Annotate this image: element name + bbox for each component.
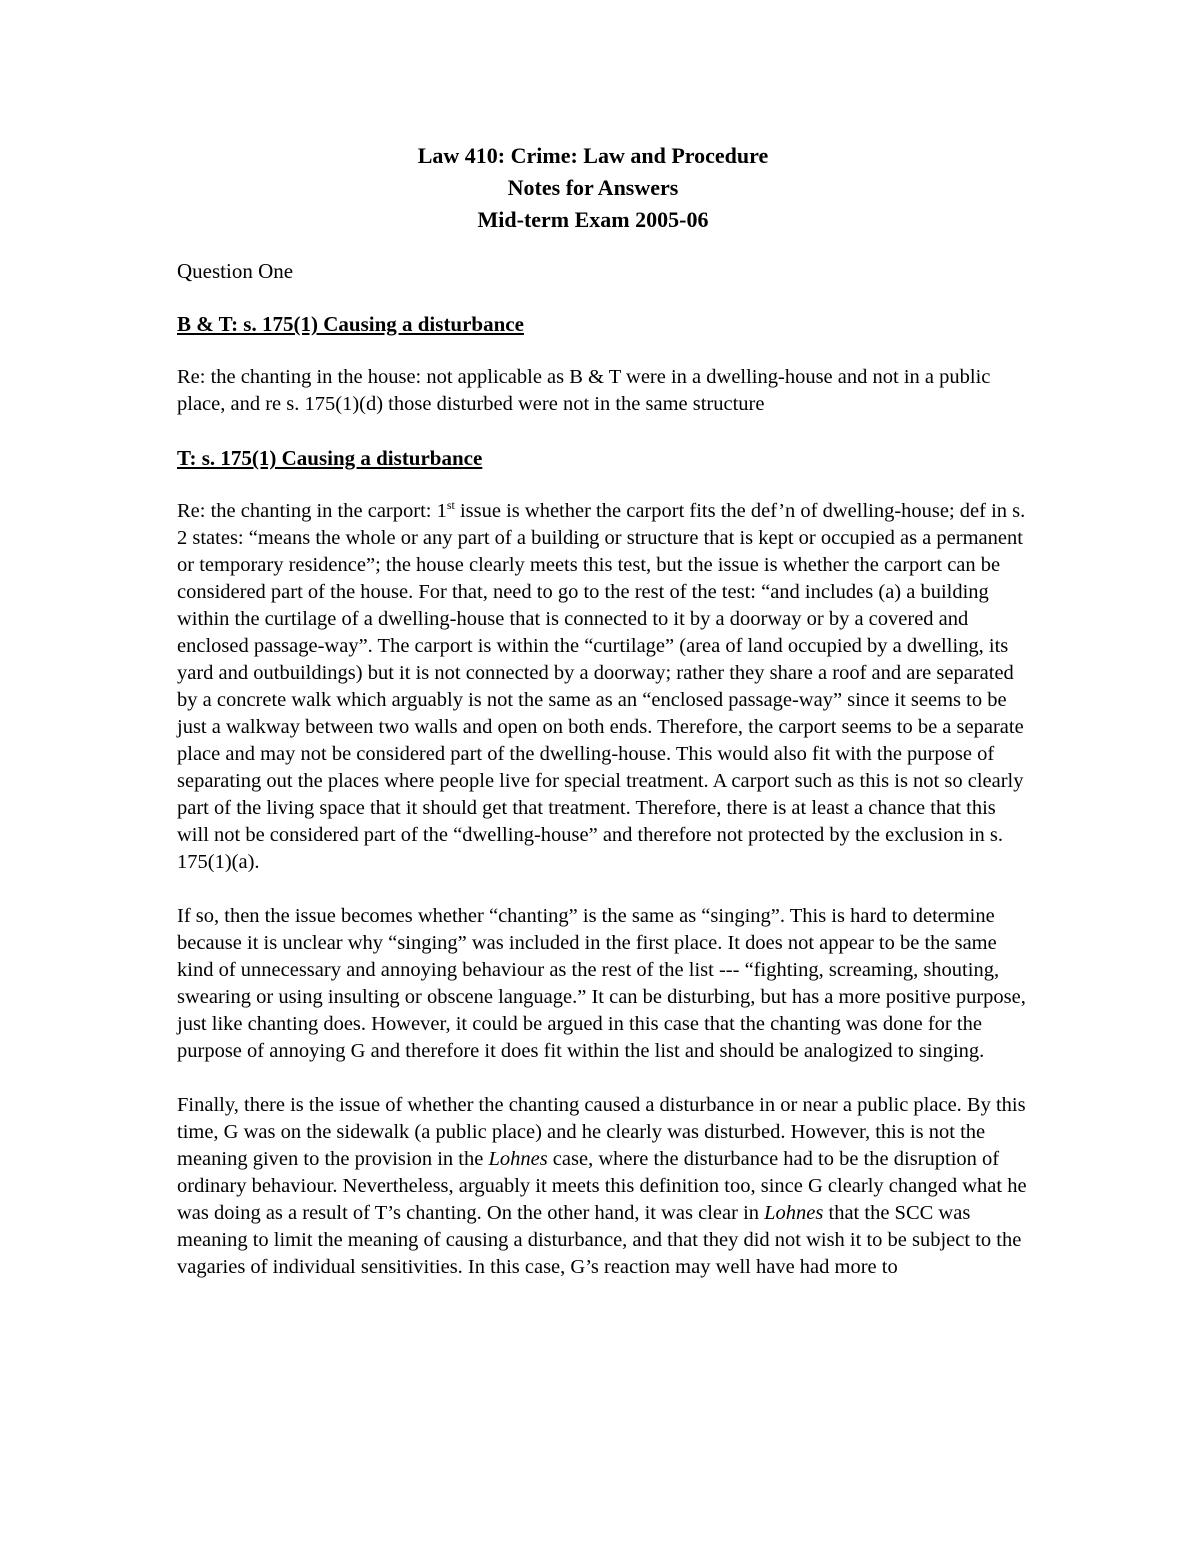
paragraph-chanting-singing: If so, then the issue becomes whether “chanting” is the same as “singing”. This is hard to determine because it is unclear why “singing” was included in the first place. It does not appear to be the same kind of unnecessary and annoying behaviour as the rest of the list --- “fighting, screaming, shouting, swearing or using insulting or obscene language.” It can be disturbing, but has a more positive purpose, just like chanting does. However, it could be argued in this case that the chanting was done for the purpose of annoying G and therefore it does fit within the list and should be analogized to singing. — [177, 905, 1026, 1062]
document-title — [159, 140, 1027, 236]
disturbance-text-c: that the SCC was meaning to limit the meaning of causing a disturbance, and that they did not wish it to be subject to the vagaries of individual sensitivities. In this case, G’s reaction may well have had more to — [177, 1202, 1022, 1278]
disturbance-text-b: case, where the disturbance had to be the disruption of ordinary behaviour. Nevertheless, arguably it meets this definition too, since G clearly changed what he was doing as a result of T’s chanting. On the other hand, it was clear in — [177, 1148, 1027, 1224]
title-course: Law 410: Crime: Law and Procedure — [417, 143, 769, 168]
ordinal-suffix: st — [446, 498, 455, 513]
disturbance-text-a: Finally, there is the issue of whether the chanting caused a disturbance in or near a public place. By this time, G was on the sidewalk (a public place) and he clearly was disturbed. However, this is not the meaning given to the provision in the — [177, 1094, 1026, 1170]
paragraph-public-disturbance — [177, 1092, 1027, 1281]
carport-text-rest: issue is whether the carport fits the def’n of dwelling-house; def in s. 2 states: “means the whole or any part of a building or structure that is kept or occupied as a permanent or temporary residence”; the house clearly meets this test, but the issue is whether the carport can be considered part of the house. For that, need to go to the rest of the test: “and includes (a) a building within the curtilage of a dwelling-house that is connected to it by a doorway or by a covered and enclosed passage-way”. The carport is within the “curtilage” (area of land occupied by a dwelling, its yard and outbuildings) but it is not connected by a doorway; rather they share a roof and are separated by a concrete walk which arguably is not the same as an “enclosed passage-way” since it seems to be just a walkway between two walls and open on both ends. Therefore, the carport seems to be a separate place and may not be considered part of the dwelling-house. This would also fit with the purpose of separating out the places where people live for special treatment. A carport such as this is not so clearly part of the living space that it should get that treatment. Therefore, there is at least a chance that this will not be considered part of the “dwelling-house” and therefore not protected by the exclusion in s. 175(1)(a). — [177, 500, 1026, 873]
carport-text-start: Re: the chanting in the carport: 1 — [177, 500, 447, 522]
title-exam: Mid-term Exam 2005-06 — [477, 207, 709, 232]
case-name-lohnes-2: Lohnes — [764, 1202, 824, 1224]
question-label: Question One — [177, 259, 294, 283]
document-page — [177, 140, 1027, 1308]
paragraph-carport — [177, 498, 1027, 876]
section-heading-t: T: s. 175(1) Causing a disturbance — [177, 446, 483, 470]
title-subtitle: Notes for Answers — [507, 175, 679, 200]
case-name-lohnes: Lohnes — [488, 1148, 548, 1170]
section-heading-bt: B & T: s. 175(1) Causing a disturbance — [177, 312, 524, 336]
paragraph-house-chanting: Re: the chanting in the house: not applicable as B & T were in a dwelling-house and not in a public place, and re s. 175(1)(d) those disturbed were not in the same structure — [177, 366, 991, 415]
